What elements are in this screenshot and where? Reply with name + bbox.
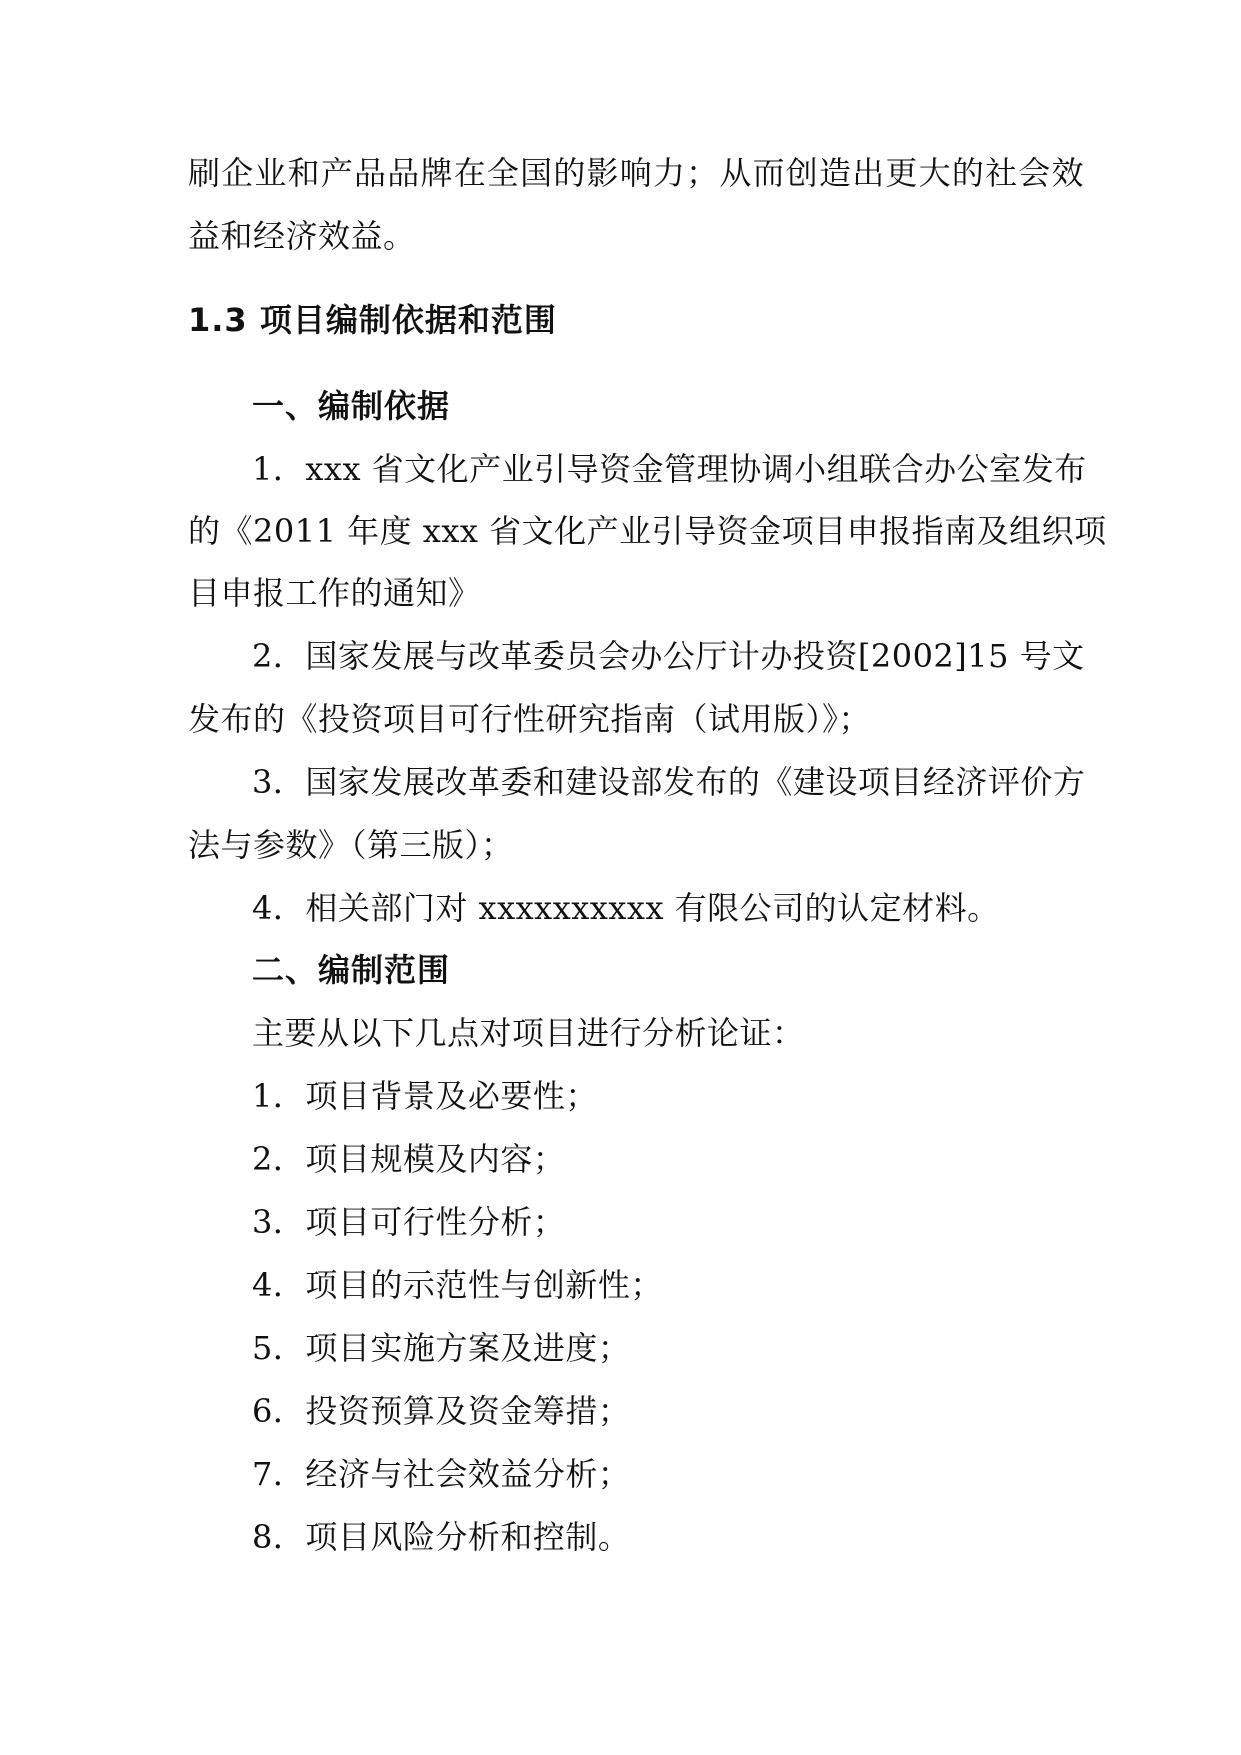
scope-heading: 二、编制范围 [252,951,451,989]
basis-item-3-line: 3．国家发展改革委和建设部发布的《建设项目经济评价方 [252,763,1086,801]
basis-item-1-line: 目申报工作的通知》 [188,574,481,612]
scope-item: 3．项目可行性分析； [252,1203,566,1241]
basis-heading: 一、编制依据 [252,387,451,425]
scope-item: 2．项目规模及内容； [252,1140,566,1178]
basis-item-2-line: 2．国家发展与改革委员会办公厅计办投资[2002]15 号文 [252,637,1085,675]
basis-item-1-line: 的《2011 年度 xxx 省文化产业引导资金项目申报指南及组织项 [188,512,1107,550]
scope-item: 6．投资预算及资金筹措； [252,1392,631,1430]
scope-item: 8．项目风险分析和控制。 [252,1518,631,1556]
scope-intro: 主要从以下几点对项目进行分析论证： [252,1014,805,1052]
intro-text-line: 益和经济效益。 [188,217,416,255]
section-heading: 1.3 项目编制依据和范围 [188,301,557,339]
scope-item: 7．经济与社会效益分析； [252,1455,631,1493]
intro-text-line: 刷企业和产品品牌在全国的影响力；从而创造出更大的社会效 [188,154,1084,192]
basis-item-4-line: 4．相关部门对 xxxxxxxxxx 有限公司的认定材料。 [252,889,1000,927]
basis-item-1-line: 1．xxx 省文化产业引导资金管理协调小组联合办公室发布 [252,450,1087,488]
scope-item: 5．项目实施方案及进度； [252,1329,631,1367]
basis-item-3-line: 法与参数》（第三版）； [188,826,514,864]
scope-item: 1．项目背景及必要性； [252,1077,598,1115]
basis-item-2-line: 发布的《投资项目可行性研究指南（试用版）》； [188,700,872,738]
scope-item: 4．项目的示范性与创新性； [252,1266,663,1304]
